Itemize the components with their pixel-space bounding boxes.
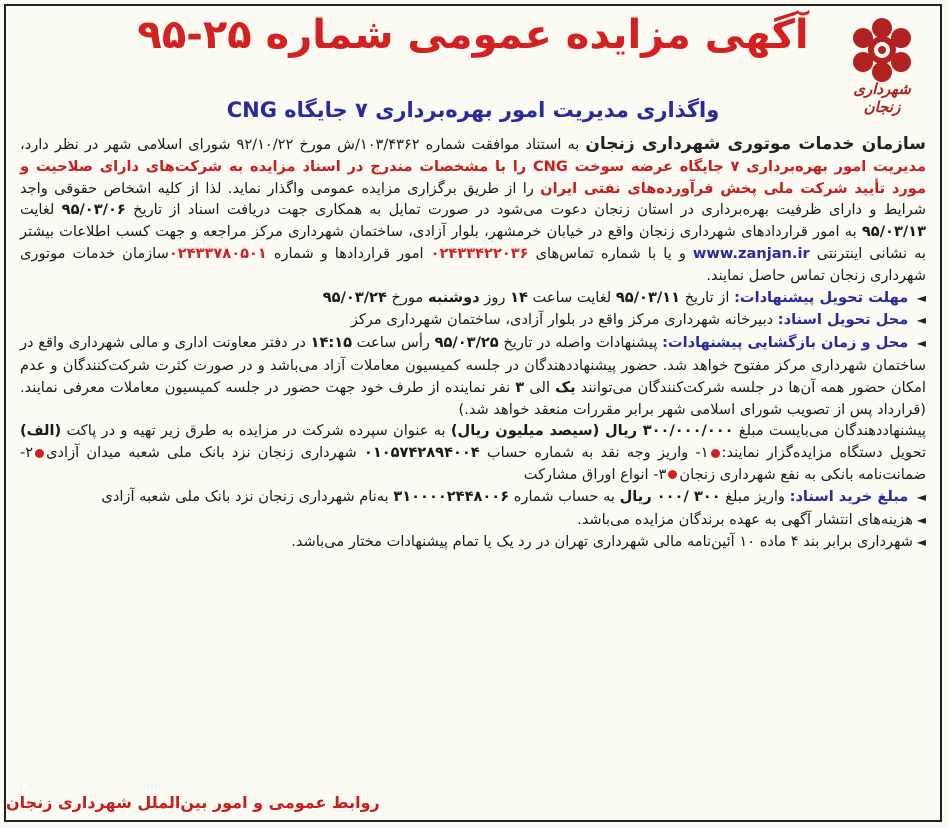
note-item: ◄ شهرداری برابر بند ۴ ماده ۱۰ آئین‌نامه مالی شهرداری تهران در رد یک یا تمام پیشنهادات مختار می‌باشد.	[20, 531, 926, 554]
deadline-date-from: ۹۵/۰۳/۱۱	[615, 288, 680, 306]
website-link[interactable]: www.zanjan.ir	[692, 244, 810, 262]
opening-time: ۱۴:۱۵	[310, 334, 353, 352]
purchase-text-3: به‌نام شهرداری زنجان نزد بانک ملی شعبه آزادی	[101, 487, 394, 505]
auction-notice	[4, 4, 942, 822]
intro-paragraph	[20, 134, 926, 287]
organization-name: سازمان خدمات موتوری شهرداری زنجان	[585, 134, 926, 154]
intro-text-2: را از طریق برگزاری مزایده عمومی واگذار نماید. لذا از کلیه اشخاص حقوقی واجد شرایط و دارای ظرفیت بهره‌برداری در استان زنجان دعوت می‌شود در صورت تمایل به همکاری جهت دریافت اسناد از تاریخ	[20, 179, 926, 219]
purchase-amount: ۳۰۰ /۰۰۰ ریال	[619, 487, 721, 505]
deposit-text-3: تحویل دستگاه مزایده‌گزار نمایند:	[721, 444, 927, 462]
deposit-account: ۰۱۰۵۷۴۲۸۹۴۰۰۴	[363, 444, 480, 462]
delivery-label: محل تحویل اسناد:	[777, 311, 909, 329]
deposit-option-2: ۲- ضمانت‌نامه بانکی به نفع شهرداری زنجان	[20, 444, 926, 483]
deadline-label: مهلت تحویل پیشنهادات:	[734, 288, 909, 306]
intro-text-5: و یا با شماره تماس‌های	[528, 244, 693, 262]
deposit-text-1: پیشنهاددهندگان می‌بایست مبلغ	[733, 422, 926, 440]
opening-three: ۳	[515, 378, 525, 396]
opening-one: یک	[555, 378, 576, 396]
municipality-logo	[834, 12, 930, 118]
phone-contracts: ۰۲۴۳۳۴۲۲۰۳۶	[430, 244, 529, 262]
deadline-text-1: از تاریخ	[680, 288, 735, 306]
logo-text: شهرداری زنجان	[853, 80, 911, 116]
intro-text-1: به استناد موافقت شماره ۱۰۳/۴۳۶۲/ش مورخ ۹۲/۱۰/۲۲ شورای اسلامی شهر در نظر دارد،	[20, 136, 586, 153]
phone-organization: ۰۲۴۳۳۷۸۰۵۰۱	[168, 244, 267, 262]
footer-text: روابط عمومی و امور بین‌الملل شهرداری زنجان	[6, 793, 380, 812]
opening-item	[20, 332, 926, 420]
purchase-item	[20, 486, 926, 509]
purchase-label: مبلغ خرید اسناد:	[789, 487, 909, 505]
deadline-item	[20, 287, 926, 310]
opening-text-1: پیشنهادات واصله در تاریخ	[498, 334, 663, 352]
deposit-paragraph	[20, 420, 926, 485]
page-title: آگهی مزایده عمومی شماره ۲۵-۹۵	[137, 12, 809, 58]
deposit-option-1b: شهرداری زنجان نزد بانک ملی شعبه میدان آزادی	[46, 444, 364, 462]
deposit-amount: ۳۰۰/۰۰۰/۰۰۰ ریال (سیصد میلیون ریال)	[450, 422, 734, 440]
intro-date-from: ۹۵/۰۳/۰۶	[61, 201, 126, 219]
bullet-dot-icon	[711, 449, 720, 458]
bullet-dot-icon	[668, 470, 677, 479]
deadline-day: دوشنبه	[427, 288, 480, 306]
deposit-option-3: ۳- انواع اوراق مشارکت	[523, 465, 667, 483]
purchase-account: ۳۱۰۰۰۰۲۴۴۸۰۰۶	[393, 487, 510, 505]
deposit-text-2: به عنوان سپرده شرکت در مزایده به طرق زیر تهیه و در پاکت	[61, 422, 451, 440]
intro-text-3: لغایت	[20, 201, 62, 219]
purchase-text-2: به حساب شماره	[509, 487, 620, 505]
intro-text-4: به امور قراردادهای شهرداری زنجان واقع در خیابان خرمشهر، بلوار آزادی، ساختمان شهرداری مرکز مراجعه و جهت کسب اطلاعات بیشتر به نشانی اینترنتی	[20, 223, 926, 262]
deposit-envelope: (الف)	[20, 422, 62, 440]
opening-text-5: نفر نماینده از طرف خود جهت حضور در جلسه کمیسیون معاملات معرفی نمایند.(قرارداد پس از تصویب شورای اسلامی شهر برابر مقررات منعقد خواهد شد.)	[20, 378, 926, 418]
deadline-date-to: ۹۵/۰۳/۲۴	[322, 288, 387, 306]
opening-text-4: الی	[524, 378, 556, 396]
note-item: ◄ هزینه‌های انتشار آگهی به عهده برندگان مزایده می‌باشد.	[20, 509, 926, 532]
intro-highlight: مدیریت امور بهره‌برداری ۷ جایگاه عرضه سوخت CNG را با مشخصات مندرج در اسناد مزایده به شرکت‌های دارای صلاحیت و مورد تأیید شرکت ملی پخش فرآورده‌های نفتی ایران	[20, 157, 926, 197]
opening-label: محل و زمان بازگشایی پیشنهادات:	[662, 334, 909, 352]
opening-text-3: در دفتر معاونت اداری و مالی شهرداری واقع در ساختمان شهرداری مرکز مفتوح خواهد شد. حضور پیشنهاددهندگان در جلسه کمیسیون معاملات آزاد می‌باشد و در صورت کثرت شرکت‌کنندگان و عدم امکان حضور همه آن‌ها در جلسه شرکت‌کنندگان می‌توانند	[20, 334, 926, 396]
intro-date-to: ۹۵/۰۳/۱۳	[861, 223, 926, 241]
delivery-text: دبیرخانه شهرداری مرکز واقع در بلوار آزادی، ساختمان شهرداری مرکز	[350, 311, 778, 329]
opening-text-2: رأس ساعت	[352, 334, 435, 352]
deadline-text-4: مورخ	[386, 288, 428, 306]
footer-signature	[6, 793, 918, 812]
deadline-text-2: لغایت ساعت	[527, 288, 616, 306]
deadline-text-3: روز	[479, 288, 511, 306]
intro-text-6: امور قراردادها و شماره	[266, 244, 431, 262]
purchase-text-1: واریز مبلغ	[720, 487, 790, 505]
opening-date: ۹۵/۰۳/۲۵	[434, 334, 499, 352]
page-subtitle: واگذاری مدیریت امور بهره‌برداری ۷ جایگاه CNG	[226, 98, 720, 122]
intro-text-7: سازمان خدمات موتوری شهرداری زنجان تماس حاصل نمایند.	[20, 244, 926, 284]
notice-body	[20, 134, 926, 784]
deposit-option-1: ۱- واریز وجه نقد به شماره حساب	[479, 444, 709, 462]
bullet-dot-icon	[35, 449, 44, 458]
deadline-hour: ۱۴	[510, 288, 528, 306]
delivery-item	[20, 309, 926, 332]
